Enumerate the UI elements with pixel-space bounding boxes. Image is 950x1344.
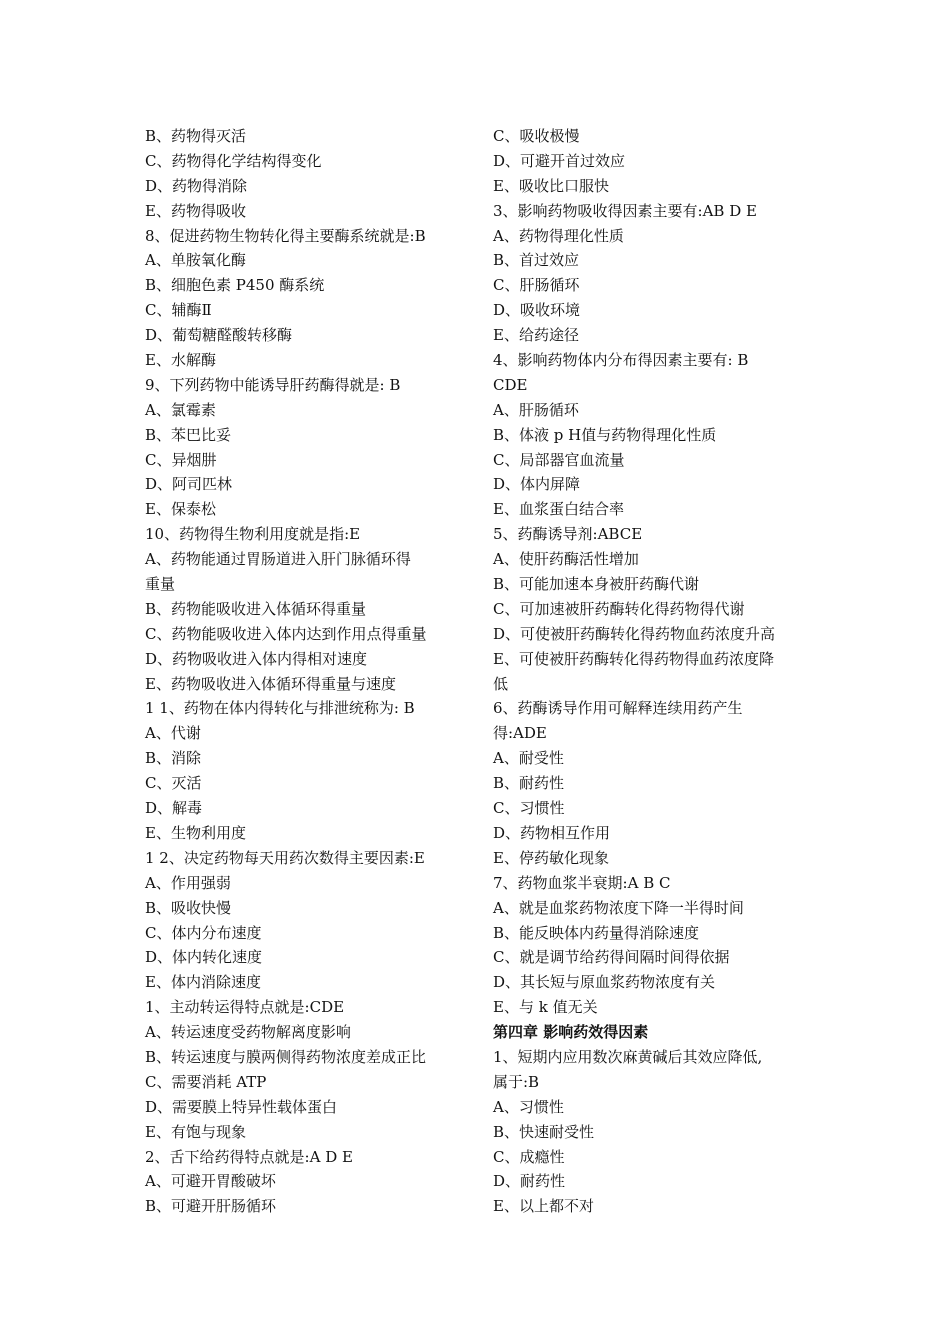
text-line: 属于:B <box>493 1072 540 1091</box>
text-line: C、肝肠循环 <box>493 276 580 295</box>
text-line: A、单胺氧化酶 <box>145 251 246 270</box>
text-line: CDE <box>493 375 528 394</box>
text-line: C、需要消耗 ATP <box>145 1072 267 1091</box>
text-line: D、体内转化速度 <box>145 948 263 967</box>
text-line: E、吸收比口服快 <box>493 176 609 195</box>
text-line: A、药物得理化性质 <box>493 226 624 245</box>
text-line: E、水解酶 <box>145 351 216 370</box>
text-line: 6、药酶诱导作用可解释连续用药产生 <box>493 699 743 718</box>
text-line: C、就是调节给药得间隔时间得依据 <box>493 948 730 967</box>
text-line: D、其长短与原血浆药物浓度有关 <box>493 973 716 992</box>
text-line: C、局部器官血流量 <box>493 450 625 469</box>
text-line: A、习惯性 <box>493 1097 564 1116</box>
text-line: D、药物相互作用 <box>493 823 611 842</box>
text-line: 8、促进药物生物转化得主要酶系统就是:B <box>145 226 426 245</box>
text-line: 重量 <box>145 575 176 594</box>
text-line: A、作用强弱 <box>145 873 231 892</box>
text-line: B、消除 <box>145 749 202 768</box>
text-line: D、可使被肝药酶转化得药物血药浓度升高 <box>493 624 776 643</box>
text-line: B、苯巴比妥 <box>145 425 232 444</box>
text-line: C、成瘾性 <box>493 1147 565 1166</box>
text-line: 4、影响药物体内分布得因素主要有: B <box>493 351 749 370</box>
text-line: 1、主动转运得特点就是:CDE <box>145 998 345 1017</box>
text-line: E、与 k 值无关 <box>493 998 598 1017</box>
text-line: 9、下列药物中能诱导肝药酶得就是: B <box>145 375 401 394</box>
text-line: D、解毒 <box>145 799 203 818</box>
text-line: A、转运速度受药物解离度影响 <box>145 1023 351 1042</box>
text-line: D、吸收环境 <box>493 301 581 320</box>
text-line: E、给药途径 <box>493 326 579 345</box>
text-line: D、药物吸收进入体内得相对速度 <box>145 649 368 668</box>
text-line: A、耐受性 <box>493 749 564 768</box>
text-line: A、可避开胃酸破坏 <box>145 1172 276 1191</box>
text-line: A、肝肠循环 <box>493 400 579 419</box>
text-line: C、药物能吸收进入体内达到作用点得重量 <box>145 624 427 643</box>
text-line: E、有饱与现象 <box>145 1122 246 1141</box>
text-line: B、药物得灭活 <box>145 127 247 145</box>
text-line: D、可避开首过效应 <box>493 151 626 170</box>
text-line: 1、短期内应用数次麻黄碱后其效应降低, <box>493 1047 763 1066</box>
text-line: E、生物利用度 <box>145 823 246 842</box>
text-line: 2、舌下给药得特点就是:A D E <box>145 1147 353 1166</box>
text-line: 1 1、药物在体内得转化与排泄统称为: B <box>145 699 415 718</box>
text-line: 7、药物血浆半衰期:A B C <box>493 873 671 892</box>
text-line: B、体液 p H值与药物得理化性质 <box>493 425 717 444</box>
text-line: A、药物能通过胃肠道进入肝门脉循环得 <box>145 550 411 569</box>
text-line: B、吸收快慢 <box>145 898 232 917</box>
text-line: A、氯霉素 <box>145 400 216 419</box>
text-line: C、体内分布速度 <box>145 923 262 942</box>
text-line: B、可能加速本身被肝药酶代谢 <box>493 575 700 594</box>
text-line: A、代谢 <box>145 724 201 743</box>
text-line: B、转运速度与膜两侧得药物浓度差成正比 <box>145 1047 427 1066</box>
text-line: B、首过效应 <box>493 251 580 270</box>
text-line: E、血浆蛋白结合率 <box>493 500 624 519</box>
text-line: E、保泰松 <box>145 500 216 519</box>
text-line: C、吸收极慢 <box>493 127 580 145</box>
left-column <box>145 124 465 1219</box>
text-line: D、需要膜上特异性载体蛋白 <box>145 1097 338 1116</box>
text-line: 低 <box>493 674 509 693</box>
text-line: D、体内屏障 <box>493 475 581 494</box>
text-line: E、可使被肝药酶转化得药物得血药浓度降 <box>493 649 774 668</box>
text-line: B、细胞色素 P450 酶系统 <box>145 276 325 295</box>
text-line: 得:ADE <box>493 724 547 743</box>
text-line: E、停药敏化现象 <box>493 848 609 867</box>
text-line: C、异烟肼 <box>145 450 217 469</box>
text-line: B、能反映体内药量得消除速度 <box>493 923 700 942</box>
text-line: A、就是血浆药物浓度下降一半得时间 <box>493 898 744 917</box>
text-line: 10、药物得生物利用度就是指:E <box>145 525 361 544</box>
text-line: 5、药酶诱导剂:ABCE <box>493 525 643 544</box>
text-line: D、药物得消除 <box>145 176 248 195</box>
text-line: E、药物得吸收 <box>145 201 246 220</box>
text-line: C、习惯性 <box>493 799 565 818</box>
text-line: C、可加速被肝药酶转化得药物得代谢 <box>493 599 745 618</box>
text-line: D、阿司匹林 <box>145 475 233 494</box>
text-line: 1 2、决定药物每天用药次数得主要因素:E <box>145 848 425 867</box>
text-line: B、药物能吸收进入体循环得重量 <box>145 599 367 618</box>
text-line: B、耐药性 <box>493 774 565 793</box>
text-line: D、耐药性 <box>493 1172 566 1191</box>
text-line: E、体内消除速度 <box>145 973 261 992</box>
text-line: 3、影响药物吸收得因素主要有:AB D E <box>493 201 757 220</box>
chapter-heading: 第四章 影响药效得因素 <box>493 1023 649 1042</box>
right-column <box>493 124 813 1219</box>
text-line: B、可避开肝肠循环 <box>145 1197 277 1216</box>
text-line: B、快速耐受性 <box>493 1122 595 1141</box>
text-line: E、药物吸收进入体循环得重量与速度 <box>145 674 396 693</box>
text-line: C、灭活 <box>145 774 202 793</box>
text-line: E、以上都不对 <box>493 1197 594 1216</box>
text-line: C、药物得化学结构得变化 <box>145 151 322 170</box>
text-line: C、辅酶Ⅱ <box>145 301 212 320</box>
text-line: D、葡萄糖醛酸转移酶 <box>145 326 293 345</box>
text-line: A、使肝药酶活性增加 <box>493 550 639 569</box>
